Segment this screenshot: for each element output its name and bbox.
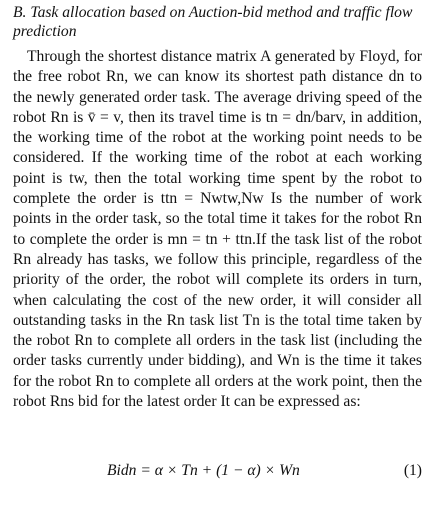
equation-expression: Bidn = α × Tn + (1 − α) × Wn bbox=[107, 462, 300, 479]
body-paragraph: Through the shortest distance matrix A generated by Floyd, for the free robot Rn, we can know its shortest path distance dn to the newly generated order task. The average driving speed of the robot Rn is v̄ = v, then its travel time is tn = dn/barv, in addition, the working time of the robot at the working point needs to be considered. If the working time of the robot at each working point is tw, then the total working time spent by the robot to complete the order is ttn = Nwtw,Nw Is the number of work points in the order task, so the total time it takes for the robot Rn to complete the order is mn = tn + ttn.If the task list of the robot Rn already has tasks, we follow this principle, regardless of the priority of the order, the robot will complete its orders in turn, when calculating the cost of the new order, it will consider all outstanding tasks in the Rn task list Tn is the total time taken by the robot Rn to complete all orders in the task list (including the order tasks currently under bidding), and Wn is the time it takes for the robot Rn to complete all orders at the work point, then the robot Rns bid for the latest order It can be expressed as: bbox=[13, 48, 422, 411]
equation-1 bbox=[0, 462, 422, 484]
section-heading: B. Task allocation based on Auction-bid method and traffic flow prediction bbox=[13, 4, 413, 40]
equation-number: (1) bbox=[403, 462, 422, 479]
